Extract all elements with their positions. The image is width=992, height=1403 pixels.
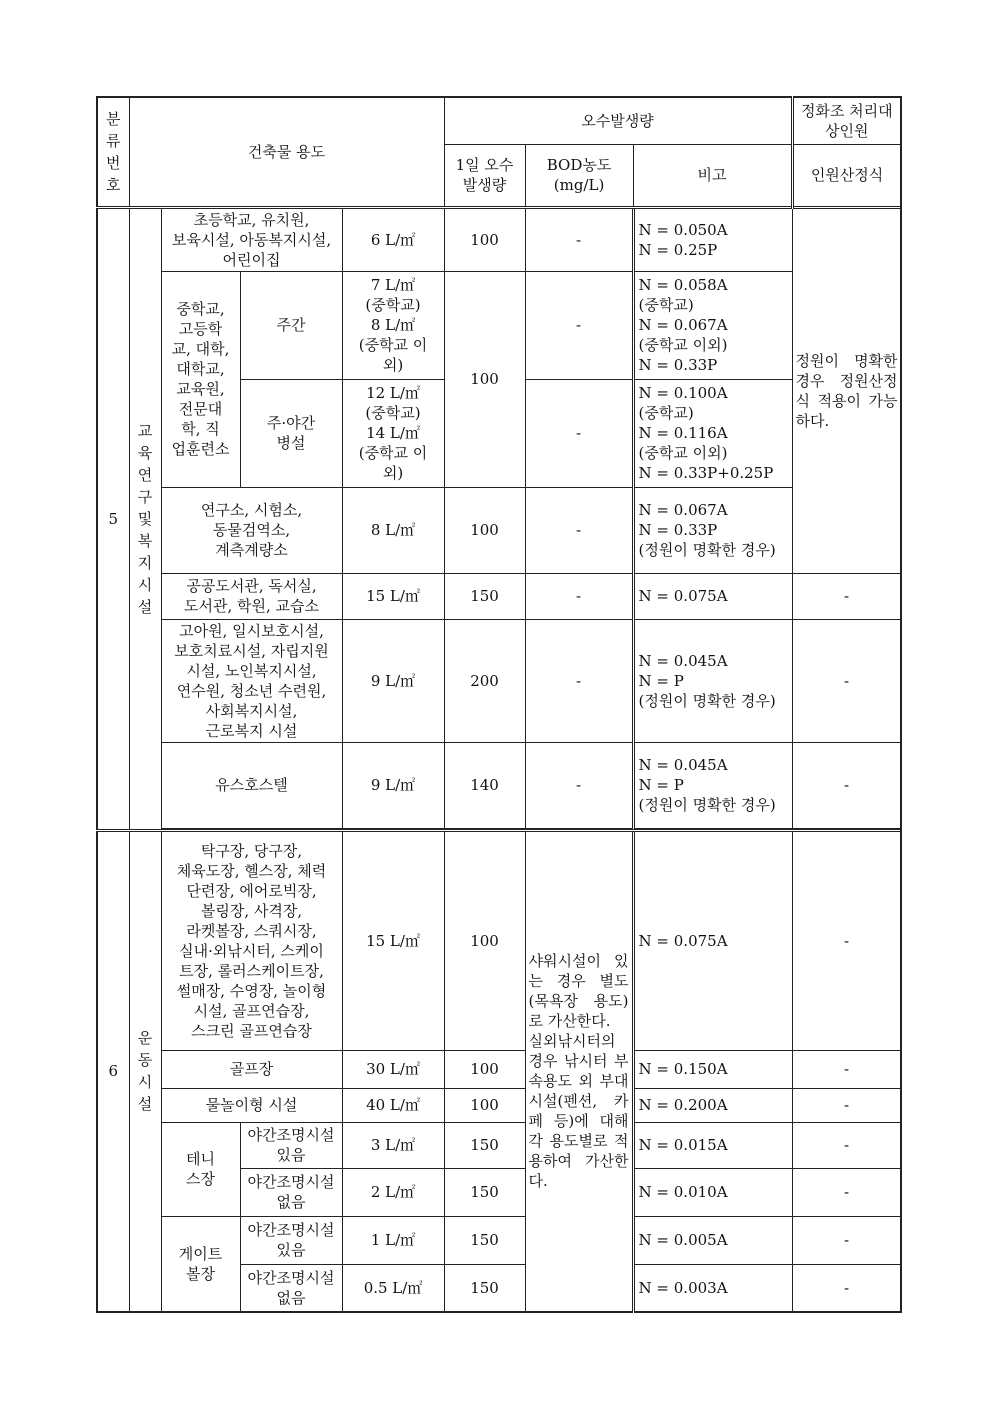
sec5-r5-note2: - [792,573,901,619]
header-usage: 건축물 용도 [129,97,444,207]
sec6-name: 운 동 시 설 [129,830,161,1312]
table-row [97,207,901,271]
sec6-gate-a-note2: - [792,1216,901,1264]
sec5-mid-use: 중학교, 고등학 교, 대학, 대학교, 교육원, 전문대 학, 직 업훈련소 [161,271,240,487]
sec5-night-formula: N = 0.100A (중학교) N = 0.116A (중학교 이외) N = 0.33P+0.25P [633,379,792,487]
sec5-day-daily: 7 L/㎡ (중학교) 8 L/㎡ (중학교 이 외) [342,271,444,379]
table-row [97,1216,901,1264]
sec5-r5-use: 공공도서관, 독서실, 도서관, 학원, 교습소 [161,573,342,619]
sec6-tennis-a-sub: 야간조명시설 있음 [240,1122,342,1168]
sec5-no: 5 [97,207,129,830]
sec5-r4-daily: 8 L/㎡ [342,487,444,573]
sec5-day-note: - [525,271,633,379]
sec5-r7-daily: 9 L/㎡ [342,742,444,828]
sec5-r4-use: 연구소, 시험소, 동물검역소, 계측계량소 [161,487,342,573]
sec6-gate-a-formula: N = 0.005A [633,1216,792,1264]
header-class-no: 분 류 번 호 [97,97,129,207]
sec6-tennis-label: 테니 스장 [161,1122,240,1216]
sec5-note2-merged: 정원이 명확한 경우 정원산정식 적용이 가능하다. [792,207,901,573]
sec5-r6-note: - [525,619,633,742]
sec6-no: 6 [97,830,129,1312]
table-row [97,619,901,742]
sec5-r1-daily: 6 L/㎡ [342,207,444,271]
sec5-night-note: - [525,379,633,487]
sec6-tennis-b-note2: - [792,1168,901,1216]
sec6-gate-b-daily: 0.5 L/㎡ [342,1264,444,1312]
sec6-note-merged: 샤워시설이 있는 경우 별도(목욕장 용도)로 가산한다. 실외낚시터의 경우 낚시터 부속용도 외 부대시설(펜션, 카페 등)에 대해 각 용도별로 적용하여 가산한다. [525,830,633,1312]
header-septic-group: 정화조 처리대상인원 [792,97,901,144]
sec5-r5-note: - [525,573,633,619]
sec6-gate-a-sub: 야간조명시설 있음 [240,1216,342,1264]
sec5-r1-note: - [525,207,633,271]
sec6-gate-b-sub: 야간조명시설 없음 [240,1264,342,1312]
sec6-gate-b-formula: N = 0.003A [633,1264,792,1312]
sec5-r6-note2: - [792,619,901,742]
sec5-r7-note: - [525,742,633,828]
sec5-night-daily: 12 L/㎡ (중학교) 14 L/㎡ (중학교 이 외) [342,379,444,487]
table-row [97,487,901,573]
sec5-r7-use: 유스호스텔 [161,742,342,828]
sec5-r4-formula: N = 0.067A N = 0.33P (정원이 명확한 경우) [633,487,792,573]
sec6-gate-label: 게이트 볼장 [161,1216,240,1312]
sec5-r6-formula: N = 0.045A N = P (정원이 명확한 경우) [633,619,792,742]
sec6-r3-use: 물놀이형 시설 [161,1088,342,1122]
sec6-tennis-b-sub: 야간조명시설 없음 [240,1168,342,1216]
sec6-tennis-b-formula: N = 0.010A [633,1168,792,1216]
header-note: 비고 [633,144,792,207]
header-sewage-group: 오수발생량 [444,97,792,144]
table-row [97,830,901,1050]
sec6-tennis-b-bod: 150 [444,1168,525,1216]
sec6-tennis-a-note2: - [792,1122,901,1168]
sec5-name: 교 육 연 구 및 복 지 시 설 [129,207,161,830]
header-bod: BOD농도 (mg/L) [525,144,633,207]
header-daily: 1일 오수 발생량 [444,144,525,207]
sec5-r4-bod: 100 [444,487,525,573]
sec6-gate-b-note2: - [792,1264,901,1312]
sec6-r1-use: 탁구장, 당구장, 체육도장, 헬스장, 체력 단련장, 에어로빅장, 볼링장, 사격장, 라켓볼장, 스쿼시장, 실내·외낚시터, 스케이 트장, 롤러스케이트장, 썰매장, 수영장, 놀이형 시설, 골프연습장, 스크린 골프연습장 [161,830,342,1050]
sec5-r4-note: - [525,487,633,573]
sec6-r2-note2: - [792,1050,901,1088]
sec5-night-label: 주·야간 병설 [240,379,342,487]
sec6-r3-daily: 40 L/㎡ [342,1088,444,1122]
sec5-mid-bod: 100 [444,271,525,487]
sec6-r1-bod: 100 [444,830,525,1050]
table-row [97,1088,901,1122]
sec6-r2-formula: N = 0.150A [633,1050,792,1088]
sec6-r3-formula: N = 0.200A [633,1088,792,1122]
sec5-r1-formula: N = 0.050A N = 0.25P [633,207,792,271]
sec6-tennis-b-daily: 2 L/㎡ [342,1168,444,1216]
sec5-r7-bod: 140 [444,742,525,828]
sec6-gate-a-bod: 150 [444,1216,525,1264]
sec6-r3-note2: - [792,1088,901,1122]
table-row [97,573,901,619]
sec6-tennis-a-bod: 150 [444,1122,525,1168]
sec5-r5-formula: N = 0.075A [633,573,792,619]
sec6-gate-a-daily: 1 L/㎡ [342,1216,444,1264]
sec6-r1-formula: N = 0.075A [633,830,792,1050]
sec6-r2-use: 골프장 [161,1050,342,1088]
sec5-r6-daily: 9 L/㎡ [342,619,444,742]
table-row [97,271,901,379]
sec6-tennis-a-daily: 3 L/㎡ [342,1122,444,1168]
sec5-day-formula: N = 0.058A (중학교) N = 0.067A (중학교 이외) N = 0.33P [633,271,792,379]
sec5-r5-bod: 150 [444,573,525,619]
table-row [97,742,901,828]
sec5-r7-formula: N = 0.045A N = P (정원이 명확한 경우) [633,742,792,828]
sec6-gate-b-bod: 150 [444,1264,525,1312]
sec6-r3-bod: 100 [444,1088,525,1122]
sec5-r6-use: 고아원, 일시보호시설, 보호치료시설, 자립지원 시설, 노인복지시설, 연수원, 청소년 수련원, 사회복지시설, 근로복지 시설 [161,619,342,742]
sec6-tennis-a-formula: N = 0.015A [633,1122,792,1168]
sec6-r2-daily: 30 L/㎡ [342,1050,444,1088]
sec6-r2-bod: 100 [444,1050,525,1088]
sec5-day-label: 주간 [240,271,342,379]
sec5-r1-bod: 100 [444,207,525,271]
sec5-r5-daily: 15 L/㎡ [342,573,444,619]
sec5-r6-bod: 200 [444,619,525,742]
table-row [97,1122,901,1168]
header-formula: 인원산정식 [792,144,901,207]
sec6-r1-note2: - [792,830,901,1050]
sec5-r7-note2: - [792,742,901,828]
sec5-r1-use: 초등학교, 유치원, 보육시설, 아동복지시설, 어린이집 [161,207,342,271]
sewage-table [96,96,902,1313]
table-row [97,1050,901,1088]
sec6-r1-daily: 15 L/㎡ [342,830,444,1050]
